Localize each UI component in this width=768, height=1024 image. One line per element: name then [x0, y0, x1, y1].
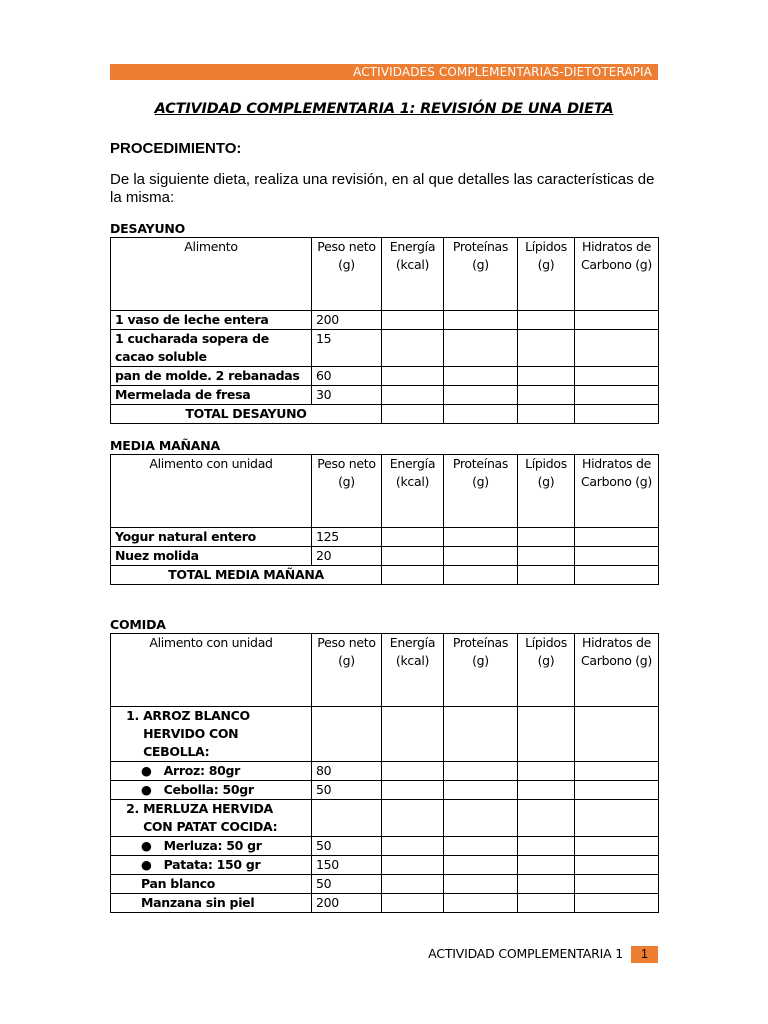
dish-1-number: 1.: [126, 708, 139, 723]
table-row: [111, 800, 659, 837]
table-header-row: [111, 238, 659, 311]
food-cell: ● Merluza: 50 gr: [111, 837, 312, 856]
footer-label: ACTIVIDAD COMPLEMENTARIA 1: [428, 946, 623, 961]
col-proteinas: Proteínas (g): [444, 455, 518, 528]
table-row: [111, 330, 659, 367]
peso-cell: 200: [312, 894, 382, 913]
dish-2-label: MERLUZA HERVIDA CON PATAT COCIDA:: [143, 801, 278, 834]
dish-1-label: ARROZ BLANCO HERVIDO CON CEBOLLA:: [143, 708, 250, 759]
total-row: [111, 566, 659, 585]
procedure-heading: PROCEDIMIENTO:: [110, 140, 242, 157]
col-alimento: Alimento con unidad: [111, 455, 312, 528]
bullet-icon: ●: [141, 857, 152, 872]
table-header-row: [111, 634, 659, 707]
food-cell: ● Arroz: 80gr: [111, 762, 312, 781]
bullet-icon: ●: [141, 782, 152, 797]
peso-cell: 15: [312, 330, 382, 367]
food-cell: Nuez molida: [111, 547, 312, 566]
total-label: TOTAL DESAYUNO: [111, 405, 382, 424]
total-label: TOTAL MEDIA MAÑANA: [111, 566, 382, 585]
col-lipidos: Lípidos (g): [518, 634, 575, 707]
food-cell: ● Patata: 150 gr: [111, 856, 312, 875]
table-row: [111, 528, 659, 547]
dish-2-cell: [111, 800, 312, 837]
col-hidratos: Hidratos de Carbono (g): [575, 634, 659, 707]
peso-cell: 150: [312, 856, 382, 875]
table-row: [111, 762, 659, 781]
page-number: 1: [631, 946, 658, 963]
col-energia: Energía (kcal): [382, 634, 444, 707]
col-peso: Peso neto (g): [312, 238, 382, 311]
food-cell: Pan blanco: [111, 875, 312, 894]
dish-1-cell: [111, 707, 312, 762]
peso-cell: 125: [312, 528, 382, 547]
table-row: [111, 707, 659, 762]
table-comida: [110, 633, 659, 913]
food-cell: 1 vaso de leche entera: [111, 311, 312, 330]
peso-cell: 50: [312, 875, 382, 894]
col-hidratos: Hidratos de Carbono (g): [575, 455, 659, 528]
table-row: [111, 311, 659, 330]
col-energia: Energía (kcal): [382, 455, 444, 528]
col-proteinas: Proteínas (g): [444, 634, 518, 707]
table-desayuno: [110, 237, 659, 424]
food-cell: Mermelada de fresa: [111, 386, 312, 405]
food-cell: 1 cucharada sopera de cacao soluble: [111, 330, 312, 367]
table-row: [111, 547, 659, 566]
dish-2-number: 2.: [126, 801, 139, 816]
table-row: [111, 386, 659, 405]
bullet-icon: ●: [141, 838, 152, 853]
peso-cell: 30: [312, 386, 382, 405]
page-title: ACTIVIDAD COMPLEMENTARIA 1: REVISIÓN DE UNA DIETA: [154, 101, 614, 117]
col-hidratos: Hidratos de Carbono (g): [575, 238, 659, 311]
food-cell: Manzana sin piel: [111, 894, 312, 913]
food-cell: Yogur natural entero: [111, 528, 312, 547]
food-cell: pan de molde. 2 rebanadas: [111, 367, 312, 386]
col-proteinas: Proteínas (g): [444, 238, 518, 311]
table-row: [111, 781, 659, 800]
header-banner: ACTIVIDADES COMPLEMENTARIAS-DIETOTERAPIA: [110, 64, 658, 80]
total-row: [111, 405, 659, 424]
table-row: [111, 367, 659, 386]
peso-cell: 200: [312, 311, 382, 330]
table-row: [111, 837, 659, 856]
section-desayuno: DESAYUNO: [110, 221, 186, 236]
table-row: [111, 894, 659, 913]
col-peso: Peso neto (g): [312, 634, 382, 707]
food-cell: ● Cebolla: 50gr: [111, 781, 312, 800]
table-row: [111, 875, 659, 894]
col-lipidos: Lípidos (g): [518, 238, 575, 311]
col-alimento: Alimento: [111, 238, 312, 311]
intro-text: De la siguiente dieta, realiza una revisión, en al que detalles las características de la misma:: [110, 171, 655, 206]
col-peso: Peso neto (g): [312, 455, 382, 528]
peso-cell: 60: [312, 367, 382, 386]
table-media-manana: [110, 454, 659, 585]
peso-cell: 50: [312, 837, 382, 856]
table-header-row: [111, 455, 659, 528]
peso-cell: 20: [312, 547, 382, 566]
bullet-icon: ●: [141, 763, 152, 778]
col-energia: Energía (kcal): [382, 238, 444, 311]
section-media-manana: MEDIA MAÑANA: [110, 438, 221, 453]
peso-cell: 50: [312, 781, 382, 800]
col-lipidos: Lípidos (g): [518, 455, 575, 528]
table-row: [111, 856, 659, 875]
peso-cell: 80: [312, 762, 382, 781]
section-comida: COMIDA: [110, 617, 166, 632]
col-alimento: Alimento con unidad: [111, 634, 312, 707]
